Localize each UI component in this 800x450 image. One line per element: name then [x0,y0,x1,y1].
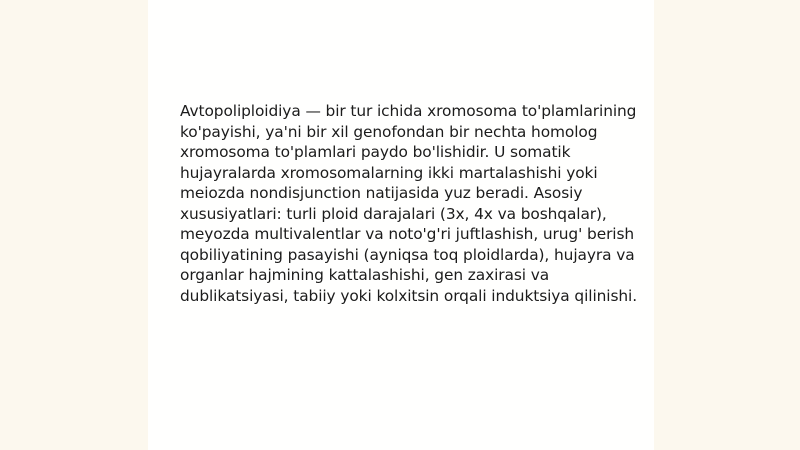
left-margin-panel [0,0,148,450]
document-page [148,0,654,450]
right-margin-panel [654,0,800,450]
body-paragraph: Avtopoliploidiya — bir tur ichida xromosoma to'plamlarining ko'payishi, ya'ni bir xil genofondan bir nechta homolog xromosoma to'plamlari paydo bo'lishidir. U somatik hujayralarda xromosomalarning ikki martalashishi yoki meiozda nondisjunction natijasida yuz beradi. Asosiy xususiyatlari: turli ploid darajalari (3x, 4x va boshqalar), meyozda multivalentlar va noto'g'ri juftlashish, urug' berish qobiliyatining pasayishi (ayniqsa toq ploidlarda), hujayra va organlar hajmining kattalashishi, gen zaxirasi va dublikatsiyasi, tabiiy yoki kolxitsin orqali induktsiya qilinishi. [180,102,637,305]
